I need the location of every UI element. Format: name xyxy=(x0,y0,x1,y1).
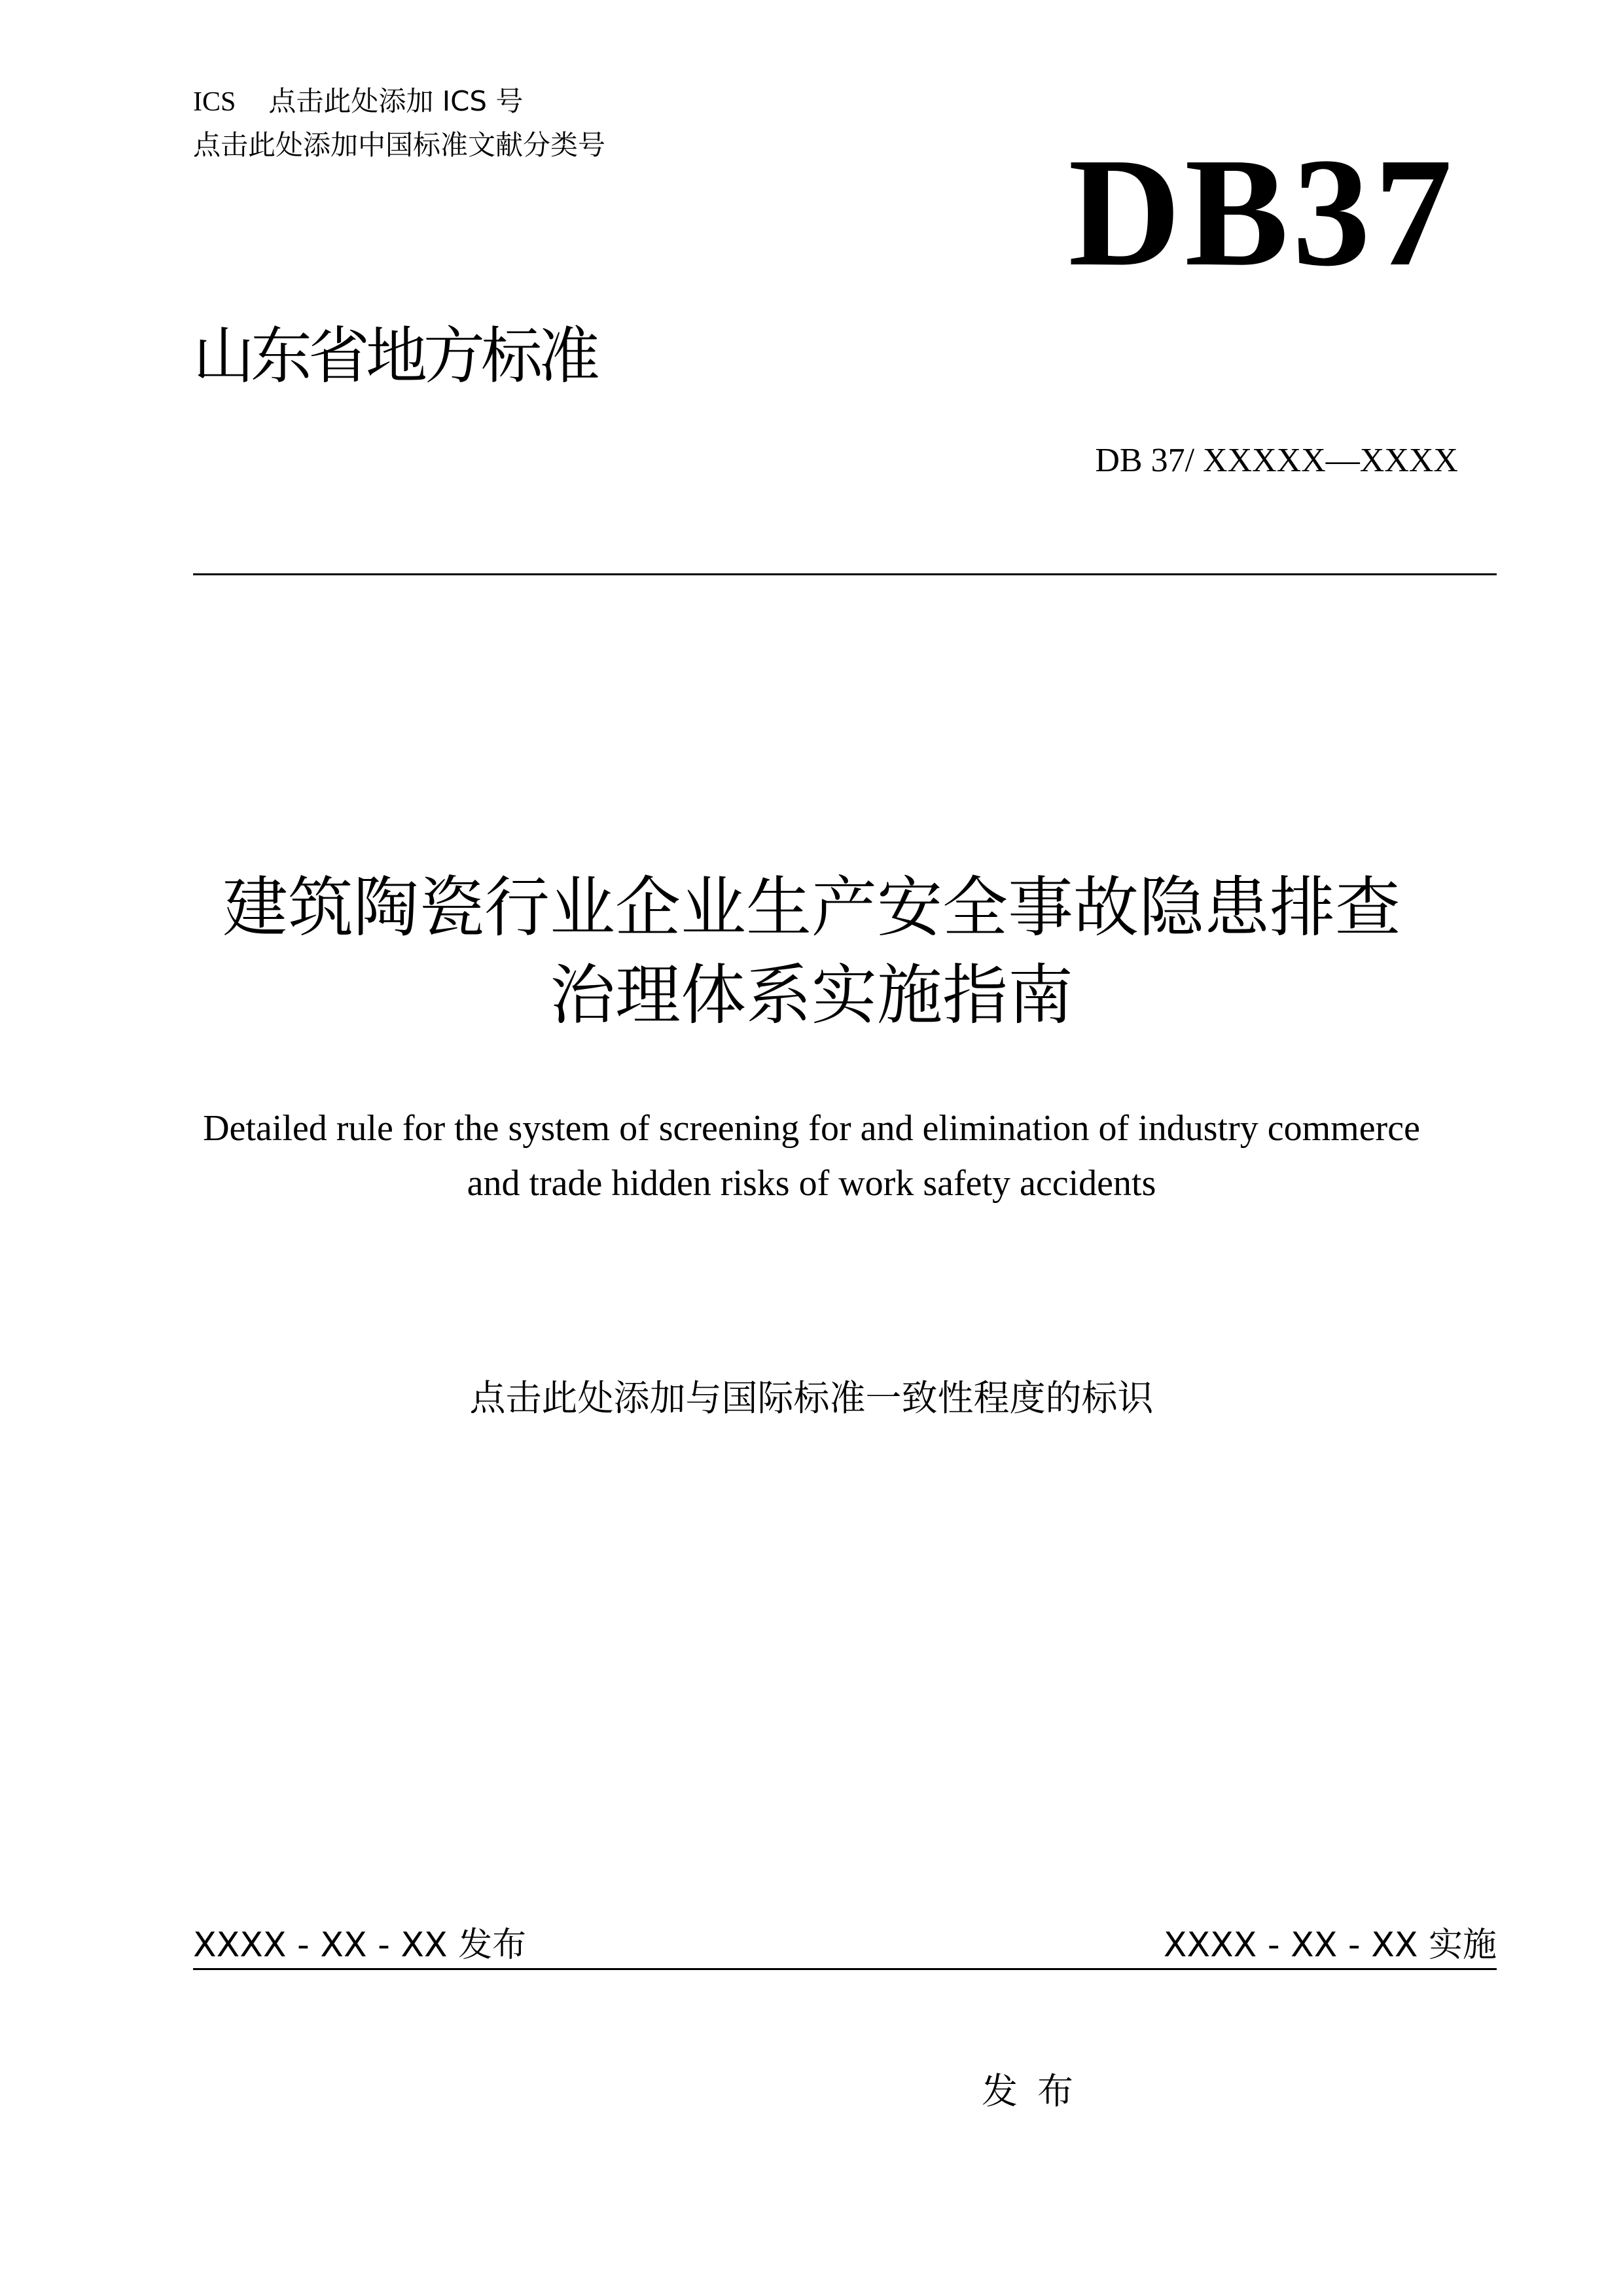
bottom-divider xyxy=(193,1968,1497,1970)
ics-placeholder[interactable]: 点击此处添加 ICS 号 xyxy=(268,85,524,117)
ics-label: ICS xyxy=(193,87,236,117)
ics-line xyxy=(193,82,523,121)
implementation-date: XXXX - XX - XX 实施 xyxy=(1163,1926,1497,1965)
title-chinese-line-2: 治理体系实施指南 xyxy=(550,957,1073,1033)
title-english-line-2: and trade hidden risks of work safety accidents xyxy=(467,1163,1156,1204)
title-chinese xyxy=(0,864,1623,1039)
db-code-logo: DB37 xyxy=(1068,126,1456,298)
top-divider xyxy=(193,573,1497,575)
consistency-placeholder[interactable]: 点击此处添加与国际标准一致性程度的标识 xyxy=(469,1377,1154,1419)
publisher: 发布 xyxy=(982,2070,1094,2112)
title-chinese-line-1: 建筑陶瓷行业企业生产安全事故隐患排查 xyxy=(223,869,1400,946)
issue-date: XXXX - XX - XX 发布 xyxy=(193,1926,527,1965)
standard-number: DB 37/ XXXXX—XXXX xyxy=(1095,442,1458,479)
standard-type: 山东省地方标准 xyxy=(193,321,597,392)
title-english xyxy=(0,1101,1623,1211)
ccs-placeholder[interactable]: 点击此处添加中国标准文献分类号 xyxy=(193,129,606,161)
title-english-line-1: Detailed rule for the system of screening for and elimination of industry commerce xyxy=(203,1108,1420,1149)
